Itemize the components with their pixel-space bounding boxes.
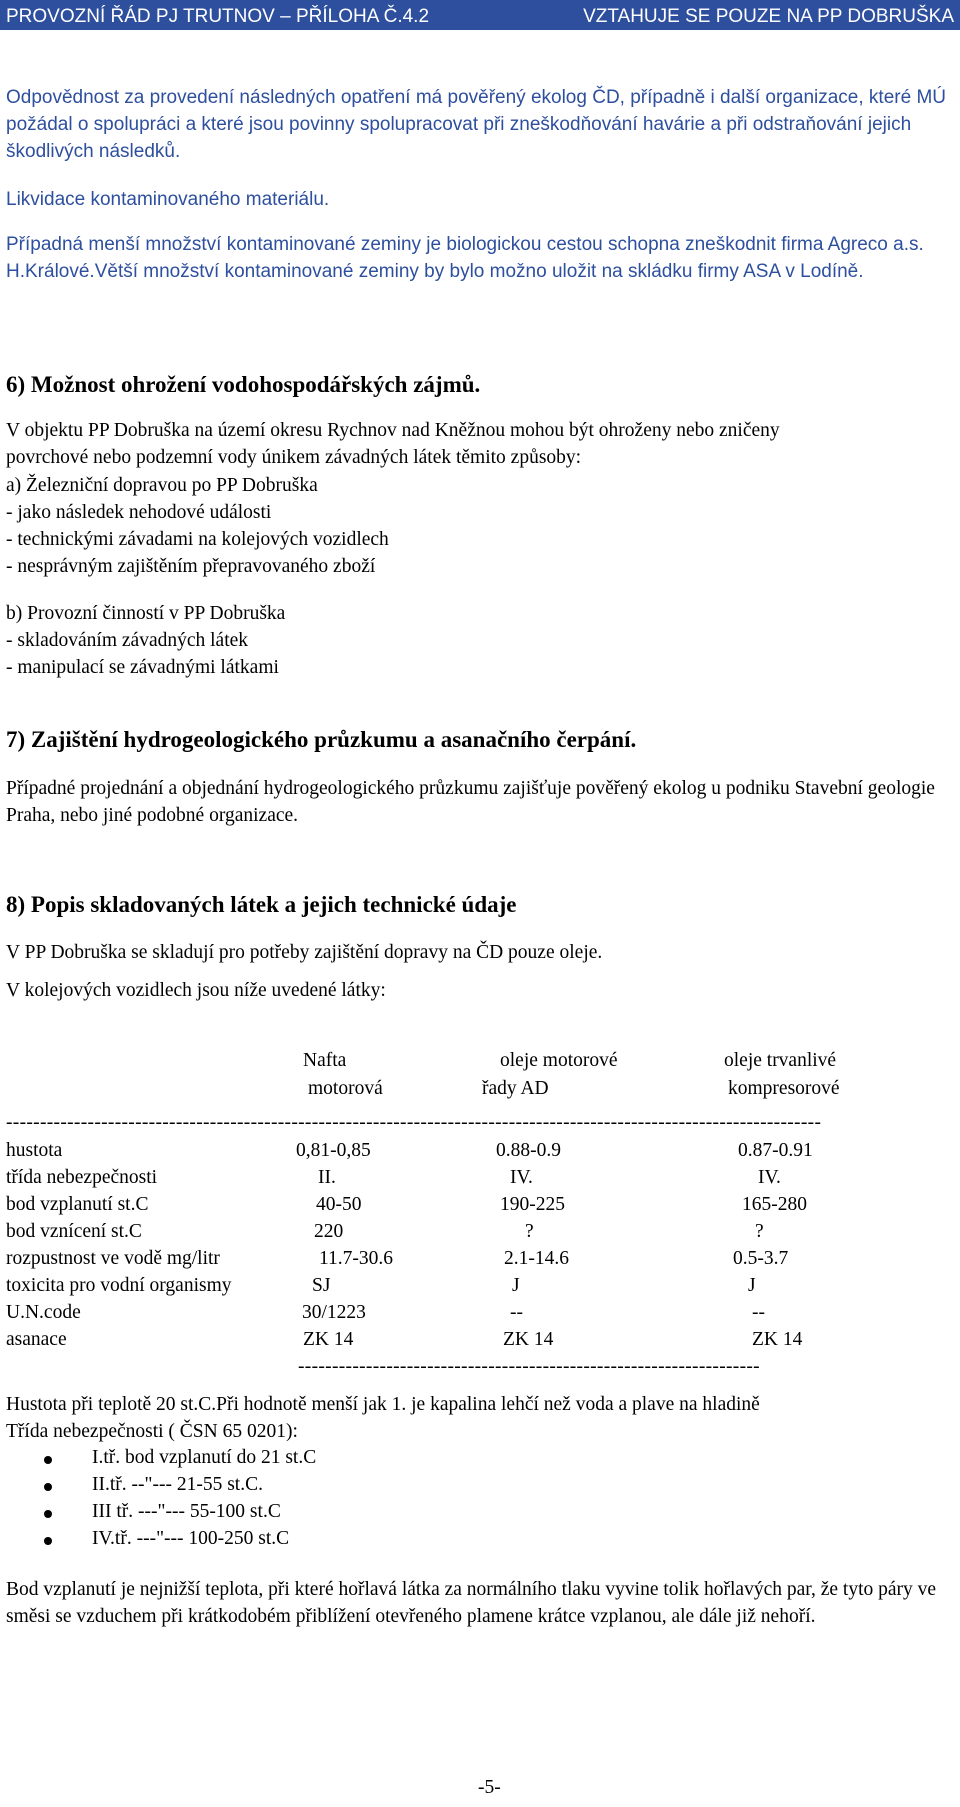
s6-line: V objektu PP Dobruška na území okresu Rychnov nad Kněžnou mohou být ohroženy nebo zničeny — [6, 420, 780, 441]
intro-contaminated-soil-paragraph — [6, 231, 956, 285]
s7-paragraph — [6, 775, 956, 829]
s8-paragraph-2: V kolejových vozidlech jsou níže uvedené látky: — [6, 980, 386, 1001]
row-label: toxicita pro vodní organismy — [6, 1275, 232, 1296]
page-number: -5- — [478, 1777, 501, 1798]
table-top-separator: ------------------------------------------------------------------------------------------------------------------------ — [6, 1112, 822, 1133]
col-header-oleje-trvanlive-sub: kompresorové — [728, 1078, 840, 1099]
bullet-icon — [44, 1510, 52, 1518]
cell-trvanlive: 0.5-3.7 — [733, 1248, 789, 1269]
s6-line: - jako následek nehodové události — [6, 502, 272, 523]
intro-liquidation-heading — [6, 186, 956, 213]
flash-point-definition — [6, 1576, 956, 1630]
row-label: asanace — [6, 1329, 67, 1350]
intro-responsibility-paragraph — [6, 84, 956, 165]
cell-nafta: 40-50 — [316, 1194, 362, 1215]
row-label: třída nebezpečnosti — [6, 1167, 158, 1188]
list-item-text: IV.tř. ---"--- 100-250 st.C — [92, 1528, 290, 1549]
cell-trvanlive: J — [748, 1275, 756, 1296]
row-label: U.N.code — [6, 1302, 81, 1323]
s7-text: Případné projednání a objednání hydrogeologického průzkumu zajišťuje pověřený ekolog u podniku Stavební geologie Praha, nebo jiné podobné organizace. — [6, 778, 935, 826]
header-right-title: VZTAHUJE SE POUZE NA PP DOBRUŠKA — [583, 6, 954, 27]
table-bottom-separator: -------------------------------------------------------------------- — [298, 1356, 760, 1377]
col-header-nafta: Nafta — [303, 1050, 347, 1071]
hazard-class-note: Třída nebezpečnosti ( ČSN 65 0201): — [6, 1421, 298, 1442]
cell-nafta: SJ — [312, 1275, 331, 1296]
row-label: bod vznícení st.C — [6, 1221, 142, 1242]
col-header-oleje-trvanlive: oleje trvanlivé — [724, 1050, 837, 1071]
row-label: hustota — [6, 1140, 63, 1161]
cell-nafta: 30/1223 — [302, 1302, 366, 1323]
row-label: rozpustnost ve vodě mg/litr — [6, 1248, 220, 1269]
s6-line: - manipulací se závadnými látkami — [6, 657, 279, 678]
flash-point-definition-text: Bod vzplanutí je nejnižší teplota, při které hořlavá látka za normálního tlaku vyvine tolik hořlavých par, že tyto páry ve směsi se vzduchem při krátkodobém přiblížení otevřeného plamene krátce vzplanou, ale dále již nehoří. — [6, 1579, 937, 1627]
cell-nafta: II. — [318, 1167, 336, 1188]
cell-trvanlive: ZK 14 — [752, 1329, 803, 1350]
section-8-heading: 8) Popis skladovaných látek a jejich technické údaje — [6, 892, 517, 917]
cell-motorove: 190-225 — [500, 1194, 565, 1215]
cell-motorove: -- — [510, 1302, 523, 1323]
page-header — [0, 0, 960, 30]
cell-motorove: ? — [525, 1221, 534, 1242]
bullet-icon — [44, 1537, 52, 1545]
s6-line: - technickými závadami na kolejových vozidlech — [6, 529, 389, 550]
cell-trvanlive: 165-280 — [742, 1194, 807, 1215]
s6-line: - nesprávným zajištěním přepravovaného zboží — [6, 556, 376, 577]
header-left-title: PROVOZNÍ ŘÁD PJ TRUTNOV – PŘÍLOHA Č.4.2 — [6, 6, 430, 27]
col-header-oleje-motorove-sub: řady AD — [482, 1078, 549, 1099]
s6-line: - skladováním závadných látek — [6, 630, 249, 651]
col-header-oleje-motorove: oleje motorové — [500, 1050, 618, 1071]
cell-motorove: IV. — [510, 1167, 533, 1188]
list-item-text: III tř. ---"--- 55-100 st.C — [92, 1501, 281, 1522]
cell-trvanlive: -- — [752, 1302, 765, 1323]
cell-trvanlive: 0.87-0.91 — [738, 1140, 813, 1161]
cell-motorove: 0.88-0.9 — [496, 1140, 561, 1161]
list-item-text: I.tř. bod vzplanutí do 21 st.C — [92, 1447, 317, 1468]
cell-nafta: 220 — [314, 1221, 344, 1242]
intro-text-3: Případná menší množství kontaminované zeminy je biologickou cestou schopna zneškodnit firma Agreco a.s. H.Králové.Větší množství kontaminované zeminy by bylo možno uložit na skládku firmy ASA v Lodíně. — [6, 234, 924, 282]
cell-trvanlive: IV. — [758, 1167, 781, 1188]
s8-paragraph-1: V PP Dobruška se skladují pro potřeby zajištění dopravy na ČD pouze oleje. — [6, 942, 603, 963]
cell-motorove: 2.1-14.6 — [504, 1248, 569, 1269]
s6-line: povrchové nebo podzemní vody únikem závadných látek těmito způsoby: — [6, 447, 582, 468]
s6-line: a) Železniční dopravou po PP Dobruška — [6, 475, 318, 496]
col-header-nafta-sub: motorová — [308, 1078, 383, 1099]
intro-text-1: Odpovědnost za provedení následných opatření má pověřený ekolog ČD, případně i další organizace, které MÚ požádal o spolupráci a které jsou povinny spolupracovat při zneškodňování havárie a při odstraňování jejich škodlivých následků. — [6, 87, 946, 162]
list-item-text: II.tř. --"--- 21-55 st.C. — [92, 1474, 263, 1495]
cell-nafta: ZK 14 — [303, 1329, 354, 1350]
section-6-heading: 6) Možnost ohrožení vodohospodářských zájmů. — [6, 372, 481, 397]
s6-line: b) Provozní činností v PP Dobruška — [6, 603, 286, 624]
intro-text-2: Likvidace kontaminovaného materiálu. — [6, 189, 330, 210]
cell-motorove: J — [512, 1275, 520, 1296]
cell-nafta: 11.7-30.6 — [319, 1248, 394, 1269]
bullet-icon — [44, 1456, 52, 1464]
row-label: bod vzplanutí st.C — [6, 1194, 149, 1215]
cell-trvanlive: ? — [755, 1221, 764, 1242]
section-7-heading: 7) Zajištění hydrogeologického průzkumu a asanačního čerpání. — [6, 727, 637, 752]
cell-nafta: 0,81-0,85 — [296, 1140, 371, 1161]
bullet-icon — [44, 1483, 52, 1491]
density-note: Hustota při teplotě 20 st.C.Při hodnotě menší jak 1. je kapalina lehčí než voda a plave na hladině — [6, 1394, 760, 1415]
cell-motorove: ZK 14 — [503, 1329, 554, 1350]
